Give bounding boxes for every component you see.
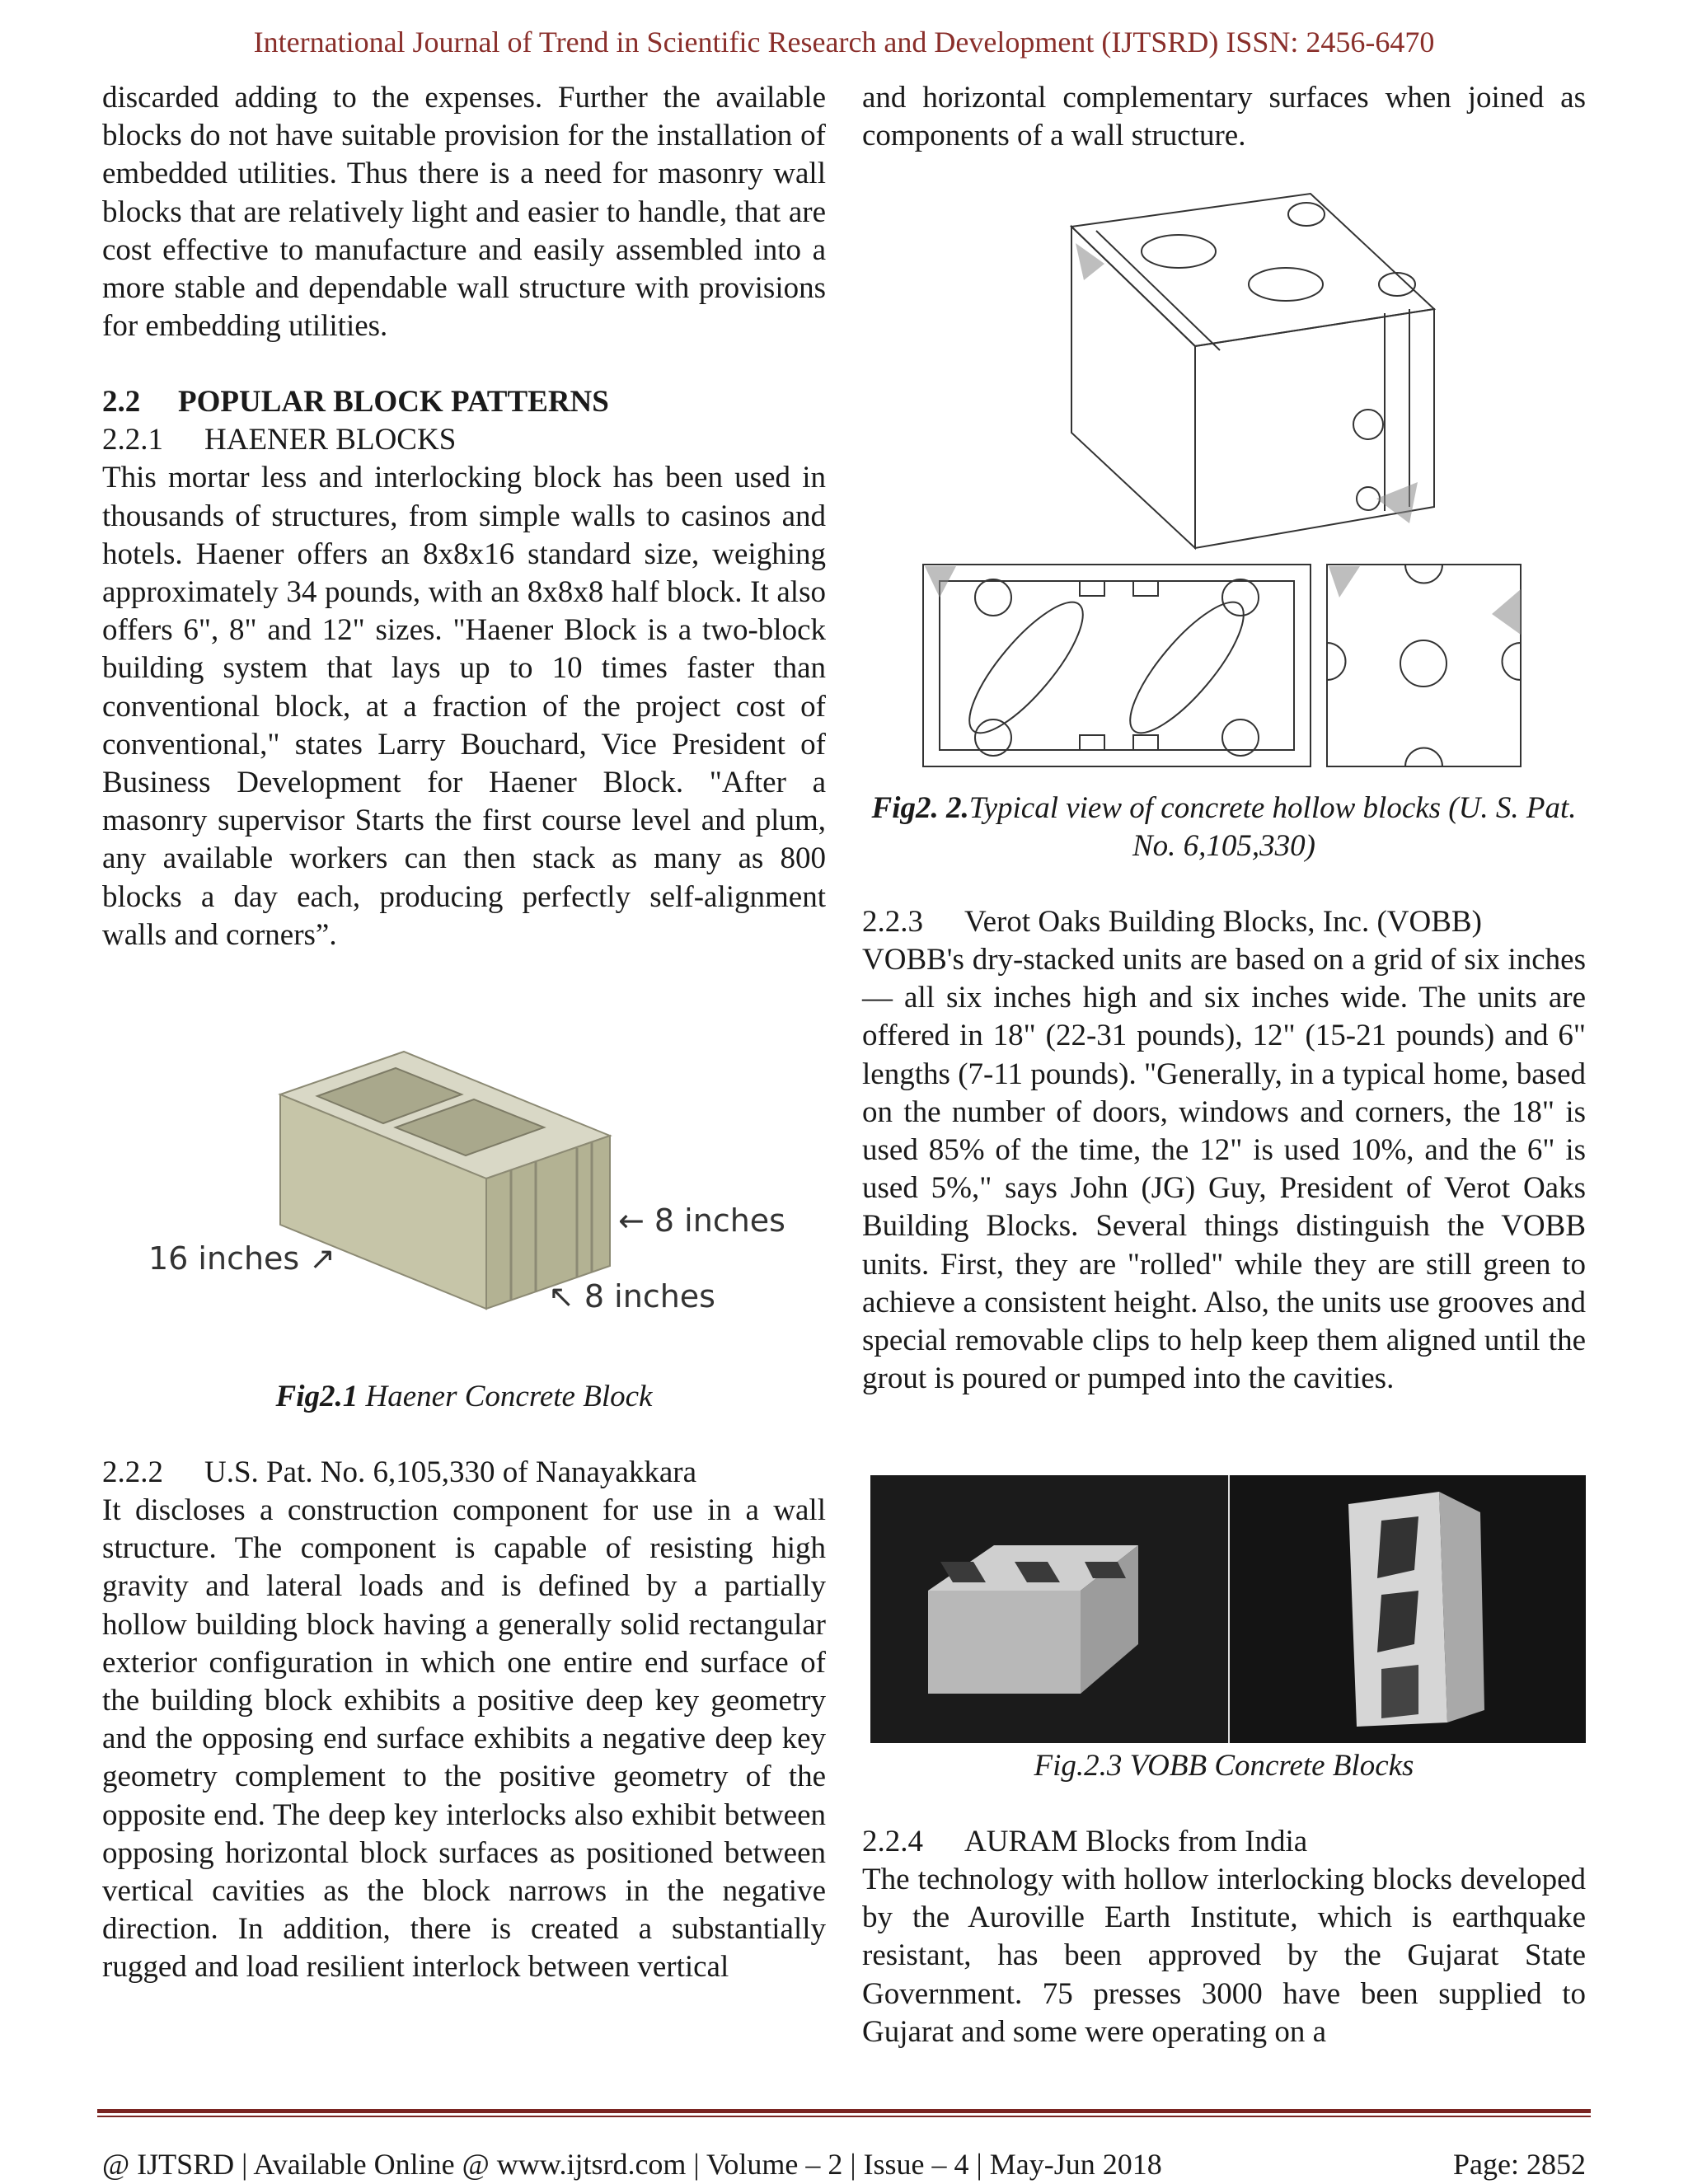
figure-haener-block xyxy=(148,1045,785,1325)
continuation-paragraph: and horizontal complementary surfaces when joined as components of a wall structure. xyxy=(862,81,1586,153)
section-number: 2.2 xyxy=(102,385,141,419)
fig-2-1-text: Haener Concrete Block xyxy=(358,1380,653,1413)
figure-patent-block xyxy=(915,185,1541,779)
subsection-title: AURAM Blocks from India xyxy=(964,1825,1308,1858)
haener-paragraph: This mortar less and interlocking block has been used in thousands of structures, from simple walls to casinos and hotels. Haener offers an 8x8x16 standard size, weighing approximately 34 pounds, with an 8x8x8 half block. It also offers 6", 8" and 12" sizes. "Haener Block is a two-block building system that lays up to 10 times faster than conventional block, at a fraction of the project cost of conventional," states Larry Bouchard, Vice President of Business Development for Haener Block. "After a masonry supervisor Starts the first course level and plum, any available workers can then stack as many as 800 blocks a day each, producing perfectly self-alignment walls and corners”. xyxy=(102,461,826,952)
nanayakkara-paragraph: It discloses a construction component for use in a wall structure. The component is capable of resisting high gravity and lateral loads and is defined by a partially hollow building block having a generally solid rectangular exterior configuration in which one entire end surface of the building block exhibits a positive deep key geometry and the opposing end surface exhibits a negative deep key geometry complement to the positive geometry of the opposite end. The deep key interlocks also exhibit between opposing horizontal block surfaces as positioned between vertical cavities as the block narrows in the negative direction. In addition, there is created a substantially rugged and load resilient interlock between vertical xyxy=(102,1493,826,1985)
dim-height-label: ← 8 inches xyxy=(618,1202,785,1239)
left-column-lower xyxy=(102,1378,826,1987)
vobb-paragraph: VOBB's dry-stacked units are based on a grid of six inches — all six inches high and six inches wide. The units are offered in 18" (22-31 pounds), 12" (15-21 pounds) and 6" lengths (7-11 pounds). "Generally, in a typical home, based on the number of doors, windows and corners, the 18" is used 85% of the time, the 12" is used 10%, and the 6" is used 5%," says John (JG) Guy, President of Verot Oaks Building Blocks. Several things distinguish the VOBB units. First, they are "rolled" while they are still green to achieve a consistent height. Also, the units use grooves and special removable clips to help keep them aligned until the grout is poured or pumped into the cavities. xyxy=(862,943,1586,1396)
fig-2-1-label: Fig2.1 xyxy=(275,1380,359,1413)
intro-paragraph: discarded adding to the expenses. Further the available blocks do not have suitable provision for the installation of embedded utilities. Thus there is a need for masonry wall blocks that are relatively light and easier to handle, that are cost effective to manufacture and easily assembled into a more stable and dependable wall structure with provisions for embedding utilities. xyxy=(102,81,826,344)
fig-2-2-text: Typical view of concrete hollow blocks (U. S. Pat. No. 6,105,330) xyxy=(968,791,1577,863)
footer-info: @ IJTSRD | Available Online @ www.ijtsrd.com | Volume – 2 | Issue – 4 | May-Jun 2018 xyxy=(102,2148,1162,2181)
fig-2-2-label: Fig2. 2. xyxy=(871,791,969,825)
dim-width-label: ↖ 8 inches xyxy=(548,1278,715,1315)
subsection-heading-2-2-4 xyxy=(862,1823,1586,1861)
section-heading-2-2 xyxy=(102,383,826,421)
footer-rule-thick xyxy=(97,2109,1591,2113)
subsection-number: 2.2.4 xyxy=(862,1825,923,1858)
fig-2-1-caption xyxy=(102,1378,826,1416)
figure-vobb-photo xyxy=(870,1475,1586,1743)
patent-block-drawing xyxy=(915,185,1541,779)
page-footer xyxy=(102,2147,1586,2182)
left-column xyxy=(102,79,826,954)
section-title: POPULAR BLOCK PATTERNS xyxy=(178,385,609,419)
right-column xyxy=(862,79,1586,155)
subsection-title: Verot Oaks Building Blocks, Inc. (VOBB) xyxy=(964,905,1482,939)
subsection-heading-2-2-3 xyxy=(862,903,1586,941)
dim-length-label: 16 inches ↗ xyxy=(148,1240,336,1277)
right-column-bottom xyxy=(862,1747,1586,2051)
subsection-title: HAENER BLOCKS xyxy=(204,423,457,457)
subsection-heading-2-2-2 xyxy=(102,1454,826,1492)
subsection-number: 2.2.3 xyxy=(862,905,923,939)
fig-2-2-caption xyxy=(862,790,1586,865)
page-number: Page: 2852 xyxy=(1453,2148,1586,2181)
subsection-number: 2.2.1 xyxy=(102,423,163,457)
subsection-title: U.S. Pat. No. 6,105,330 of Nanayakkara xyxy=(204,1455,697,1489)
right-column-lower xyxy=(862,790,1586,1398)
subsection-heading-2-2-1 xyxy=(102,421,826,459)
haener-block-drawing xyxy=(148,1045,785,1325)
vobb-photo xyxy=(870,1475,1586,1743)
auram-paragraph: The technology with hollow interlocking blocks developed by the Auroville Earth Institute, which is earthquake resistant, has been approved by the Gujarat State Government. 75 presses 3000 have been supplied to Gujarat and some were operating on a xyxy=(862,1863,1586,2049)
journal-header: International Journal of Trend in Scientific Research and Development (IJTSRD) ISSN: 2456-6470 xyxy=(253,26,1435,59)
footer-rule-thin xyxy=(97,2116,1591,2117)
subsection-number: 2.2.2 xyxy=(102,1455,163,1489)
fig-2-3-caption: Fig.2.3 VOBB Concrete Blocks xyxy=(1034,1749,1414,1783)
